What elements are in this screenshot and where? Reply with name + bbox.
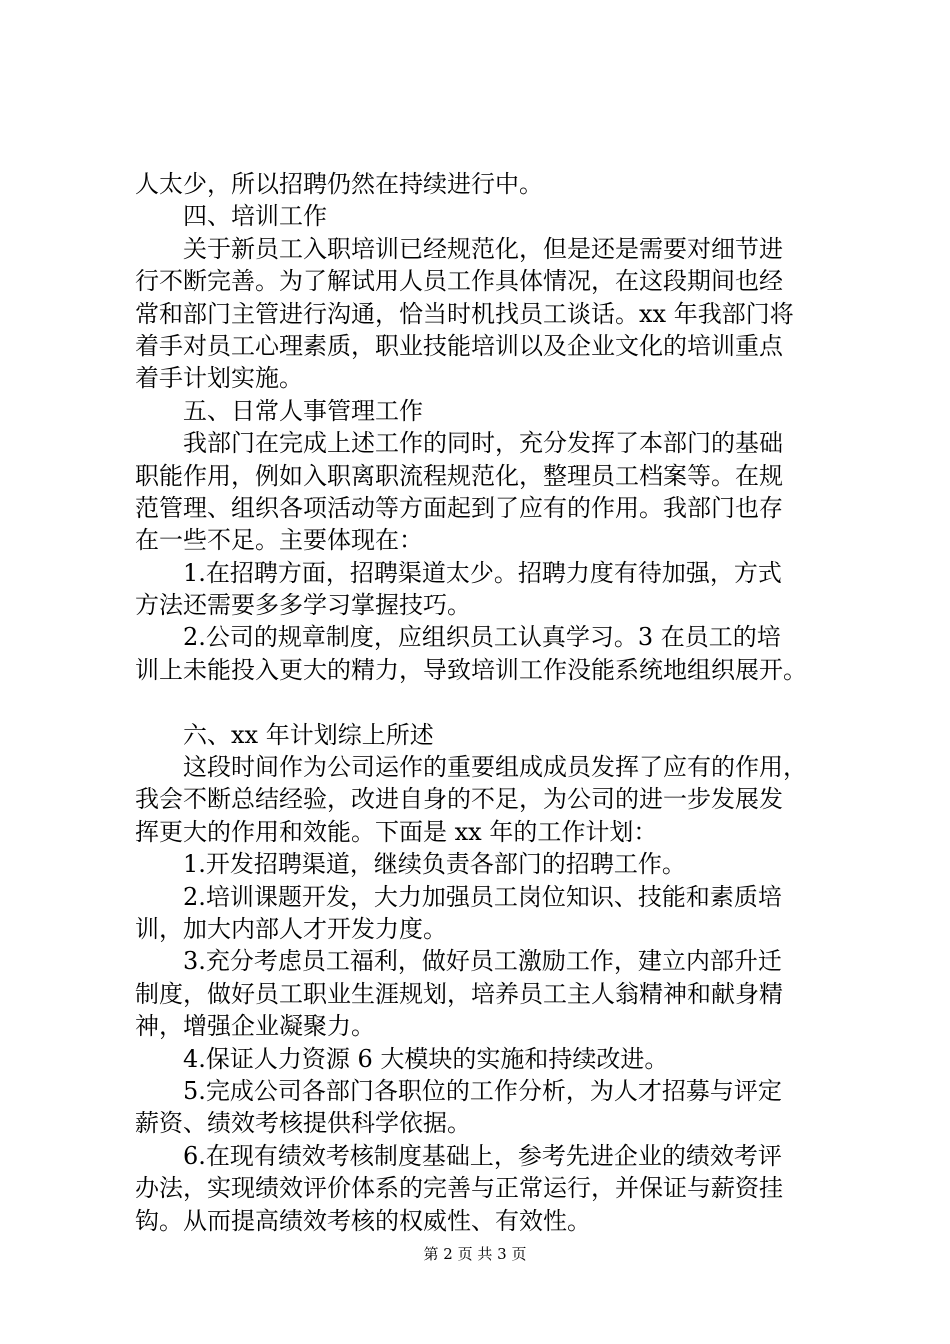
text-line: 我会不断总结经验，改进自身的不足，为公司的进一步发展发 (135, 785, 783, 814)
text-line: 五、日常人事管理工作 (183, 396, 423, 425)
text-line: 薪资、绩效考核提供科学依据。 (135, 1109, 471, 1138)
text-line: 挥更大的作用和效能。下面是 xx 年的工作计划： (135, 817, 658, 846)
text-line: 我部门在完成上述工作的同时，充分发挥了本部门的基础 (183, 429, 783, 458)
text-line: 钩。从而提高绩效考核的权威性、有效性。 (135, 1206, 591, 1235)
text-line: 神，增强企业凝聚力。 (135, 1012, 375, 1041)
text-line: 方法还需要多多学习掌握技巧。 (135, 591, 471, 620)
text-line: 办法，实现绩效评价体系的完善与正常运行，并保证与薪资挂 (135, 1174, 783, 1203)
text-line: 六、xx 年计划综上所述 (183, 720, 434, 749)
text-line: 着手对员工心理素质，职业技能培训以及企业文化的培训重点 (135, 331, 783, 360)
text-line: 在一些不足。主要体现在： (135, 526, 423, 555)
text-line: 1.在招聘方面，招聘渠道太少。招聘力度有待加强，方式 (183, 558, 782, 587)
text-line: 着手计划实施。 (135, 364, 303, 393)
text-line: 2.培训课题开发，大力加强员工岗位知识、技能和素质培 (183, 882, 782, 911)
text-line: 职能作用，例如入职离职流程规范化，整理员工档案等。在规 (135, 461, 783, 490)
text-line: 1.开发招聘渠道，继续负责各部门的招聘工作。 (183, 850, 686, 879)
text-line: 四、培训工作 (183, 202, 327, 231)
text-line: 5.完成公司各部门各职位的工作分析，为人才招募与评定 (183, 1076, 782, 1105)
page-footer: 第 2 页 共 3 页 (423, 1245, 527, 1263)
text-line: 训，加大内部人才开发力度。 (135, 914, 447, 943)
text-line: 6.在现有绩效考核制度基础上，参考先进企业的绩效考评 (183, 1141, 782, 1170)
text-line: 关于新员工入职培训已经规范化，但是还是需要对细节进 (183, 234, 783, 263)
text-line: 常和部门主管进行沟通，恰当时机找员工谈话。xx 年我部门将 (135, 299, 794, 328)
document-body (135, 168, 825, 1237)
text-line: 训上未能投入更大的精力，导致培训工作没能系统地组织展开。 (135, 655, 807, 684)
blank-line (135, 686, 825, 718)
text-line: 2.公司的规章制度，应组织员工认真学习。3 在员工的培 (183, 623, 781, 652)
text-line: 3.充分考虑员工福利，做好员工激励工作，建立内部升迁 (183, 947, 782, 976)
text-line: 人太少，所以招聘仍然在持续进行中。 (135, 170, 543, 198)
text-line: 制度，做好员工职业生涯规划，培养员工主人翁精神和献身精 (135, 979, 783, 1008)
text-line: 4.保证人力资源 6 大模块的实施和持续改进。 (183, 1044, 669, 1073)
text-line: 这段时间作为公司运作的重要组成成员发挥了应有的作用， (183, 753, 807, 782)
text-line: 行不断完善。为了解试用人员工作具体情况，在这段期间也经 (135, 267, 783, 296)
text-line: 范管理、组织各项活动等方面起到了应有的作用。我部门也存 (135, 493, 783, 522)
